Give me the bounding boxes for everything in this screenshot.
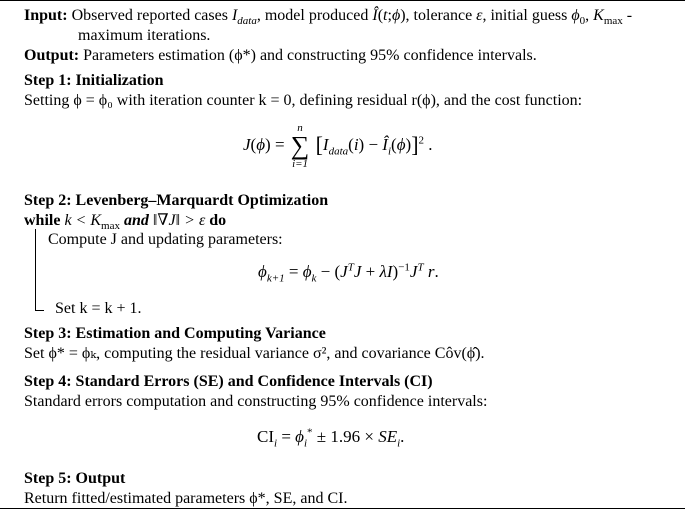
loop-bracket xyxy=(35,229,36,311)
step3-text: Set ϕ* = ϕₖ, computing the residual variance σ², and covariance Côv(ϕ̂). xyxy=(24,345,485,362)
output-line xyxy=(24,46,537,65)
step1-text: Setting ϕ = ϕ₀ with iteration counter k = 0, defining residual r(ϕ), and the cost function: xyxy=(24,92,583,109)
loop-bracket-foot xyxy=(35,310,44,311)
input-text-continued: maximum iterations. xyxy=(78,27,211,44)
ci-equation: $CI_i = \phi_i^* \pm 1.96 \times SE_i$. xyxy=(257,426,405,450)
input-line xyxy=(24,6,633,28)
input-text: Observed reported cases $I_{data}$, model produced Î(t;ϕ), tolerance ε, initial guess $\phi_0$, $K_{max}$ - xyxy=(71,7,633,28)
step5-title: Step 5: Output xyxy=(24,470,126,487)
step1-title: Step 1: Initialization xyxy=(24,72,164,89)
top-rule xyxy=(0,0,685,1)
step5-text: Return fitted/estimated parameters ϕ*, SE, and CI. xyxy=(24,490,348,507)
output-label: Output: xyxy=(24,47,80,64)
lm-update-equation: $\phi_{k+1} = \phi_k - (J^TJ + \lambda I)^{-1}J^T$ r. xyxy=(258,261,439,285)
step3-title: Step 3: Estimation and Computing Variance xyxy=(24,325,326,342)
input-label: Input: xyxy=(24,7,68,24)
step4-text: Standard errors computation and constructing 95% confidence intervals: xyxy=(24,393,488,410)
step2-compute: Compute J and updating parameters: xyxy=(48,231,283,248)
cost-function-equation: J(ϕ) = n ∑ i=1 [$I_{data}(i)$ − $Î_i(\phi)]^2$ . xyxy=(243,122,433,170)
step2-set: Set k = k + 1. xyxy=(55,300,142,317)
bottom-rule xyxy=(0,508,685,509)
output-text: Parameters estimation (ϕ*) and constructing 95% confidence intervals. xyxy=(83,47,537,64)
while-line: while $k < K_{max}$ and ‖∇J‖ > ε do xyxy=(24,212,227,233)
step4-title: Step 4: Standard Errors (SE) and Confidence Intervals (CI) xyxy=(24,373,433,390)
step2-title: Step 2: Levenberg–Marquardt Optimization xyxy=(24,192,329,209)
